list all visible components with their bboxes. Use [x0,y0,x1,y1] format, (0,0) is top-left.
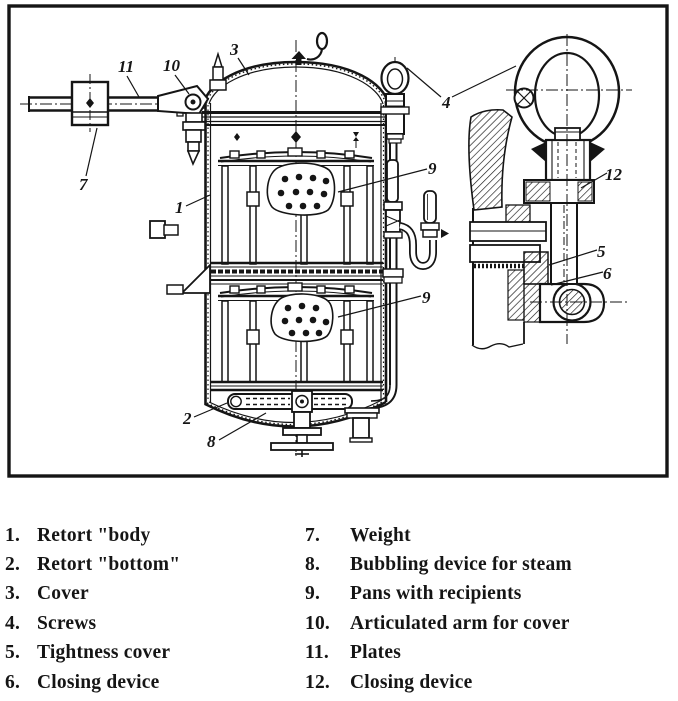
legend-label: Closing device [350,671,473,693]
legend-label: Screws [37,612,97,634]
legend-number: 5. [5,642,21,664]
legend-number: 10. [305,612,330,634]
legend-label: Weight [350,524,411,546]
callout-11: 11 [118,57,135,76]
legend-number: 11. [305,642,329,664]
legend-number: 2. [5,554,21,576]
callout-12: 12 [605,165,622,184]
legend-label: Retort "bottom" [37,554,181,576]
legend-label: Closing device [37,671,160,693]
legend-number: 12. [305,671,330,693]
legend-label: Retort "body [37,524,151,546]
callout-2: 2 [183,409,192,428]
legend-item-8 [305,550,675,579]
legend-item-6 [5,668,295,697]
legend-label: Cover [37,583,89,605]
legend-item-9 [305,580,675,609]
legend-item-7 [305,521,675,550]
callout-5: 5 [597,242,606,261]
legend-label: Plates [350,642,402,664]
callout-3: 3 [230,40,239,59]
legend-number: 7. [305,524,321,546]
legend-column-left [5,521,295,697]
legend-item-2 [5,550,295,579]
legend-label: Bubbling device for steam [350,554,572,576]
callout-9-upper: 9 [428,159,437,178]
legend-item-11 [305,639,675,668]
legend-item-12 [305,668,675,697]
legend-label: Tightness cover [37,642,171,664]
legend-item-1 [5,521,295,550]
legend-item-10 [305,609,675,638]
legend-number: 6. [5,671,21,693]
legend-number: 1. [5,524,21,546]
callout-9-lower: 9 [422,288,431,307]
legend-label: Pans with recipients [350,583,522,605]
legend-item-5 [5,639,295,668]
callout-1: 1 [175,198,184,217]
callout-10: 10 [163,56,180,75]
legend-column-right [305,521,675,697]
main-vessel-drawing [20,33,449,457]
legend-number: 9. [305,583,321,605]
callout-7: 7 [79,175,88,194]
callout-4: 4 [442,93,451,112]
legend-item-4 [5,609,295,638]
legend-number: 8. [305,554,321,576]
legend-number: 4. [5,612,21,634]
legend-label: Articulated arm for cover [350,612,570,634]
closing-device-detail-drawing [469,34,632,349]
legend-item-3 [5,580,295,609]
callout-6: 6 [603,264,612,283]
callout-8: 8 [207,432,216,451]
legend-number: 3. [5,583,21,605]
